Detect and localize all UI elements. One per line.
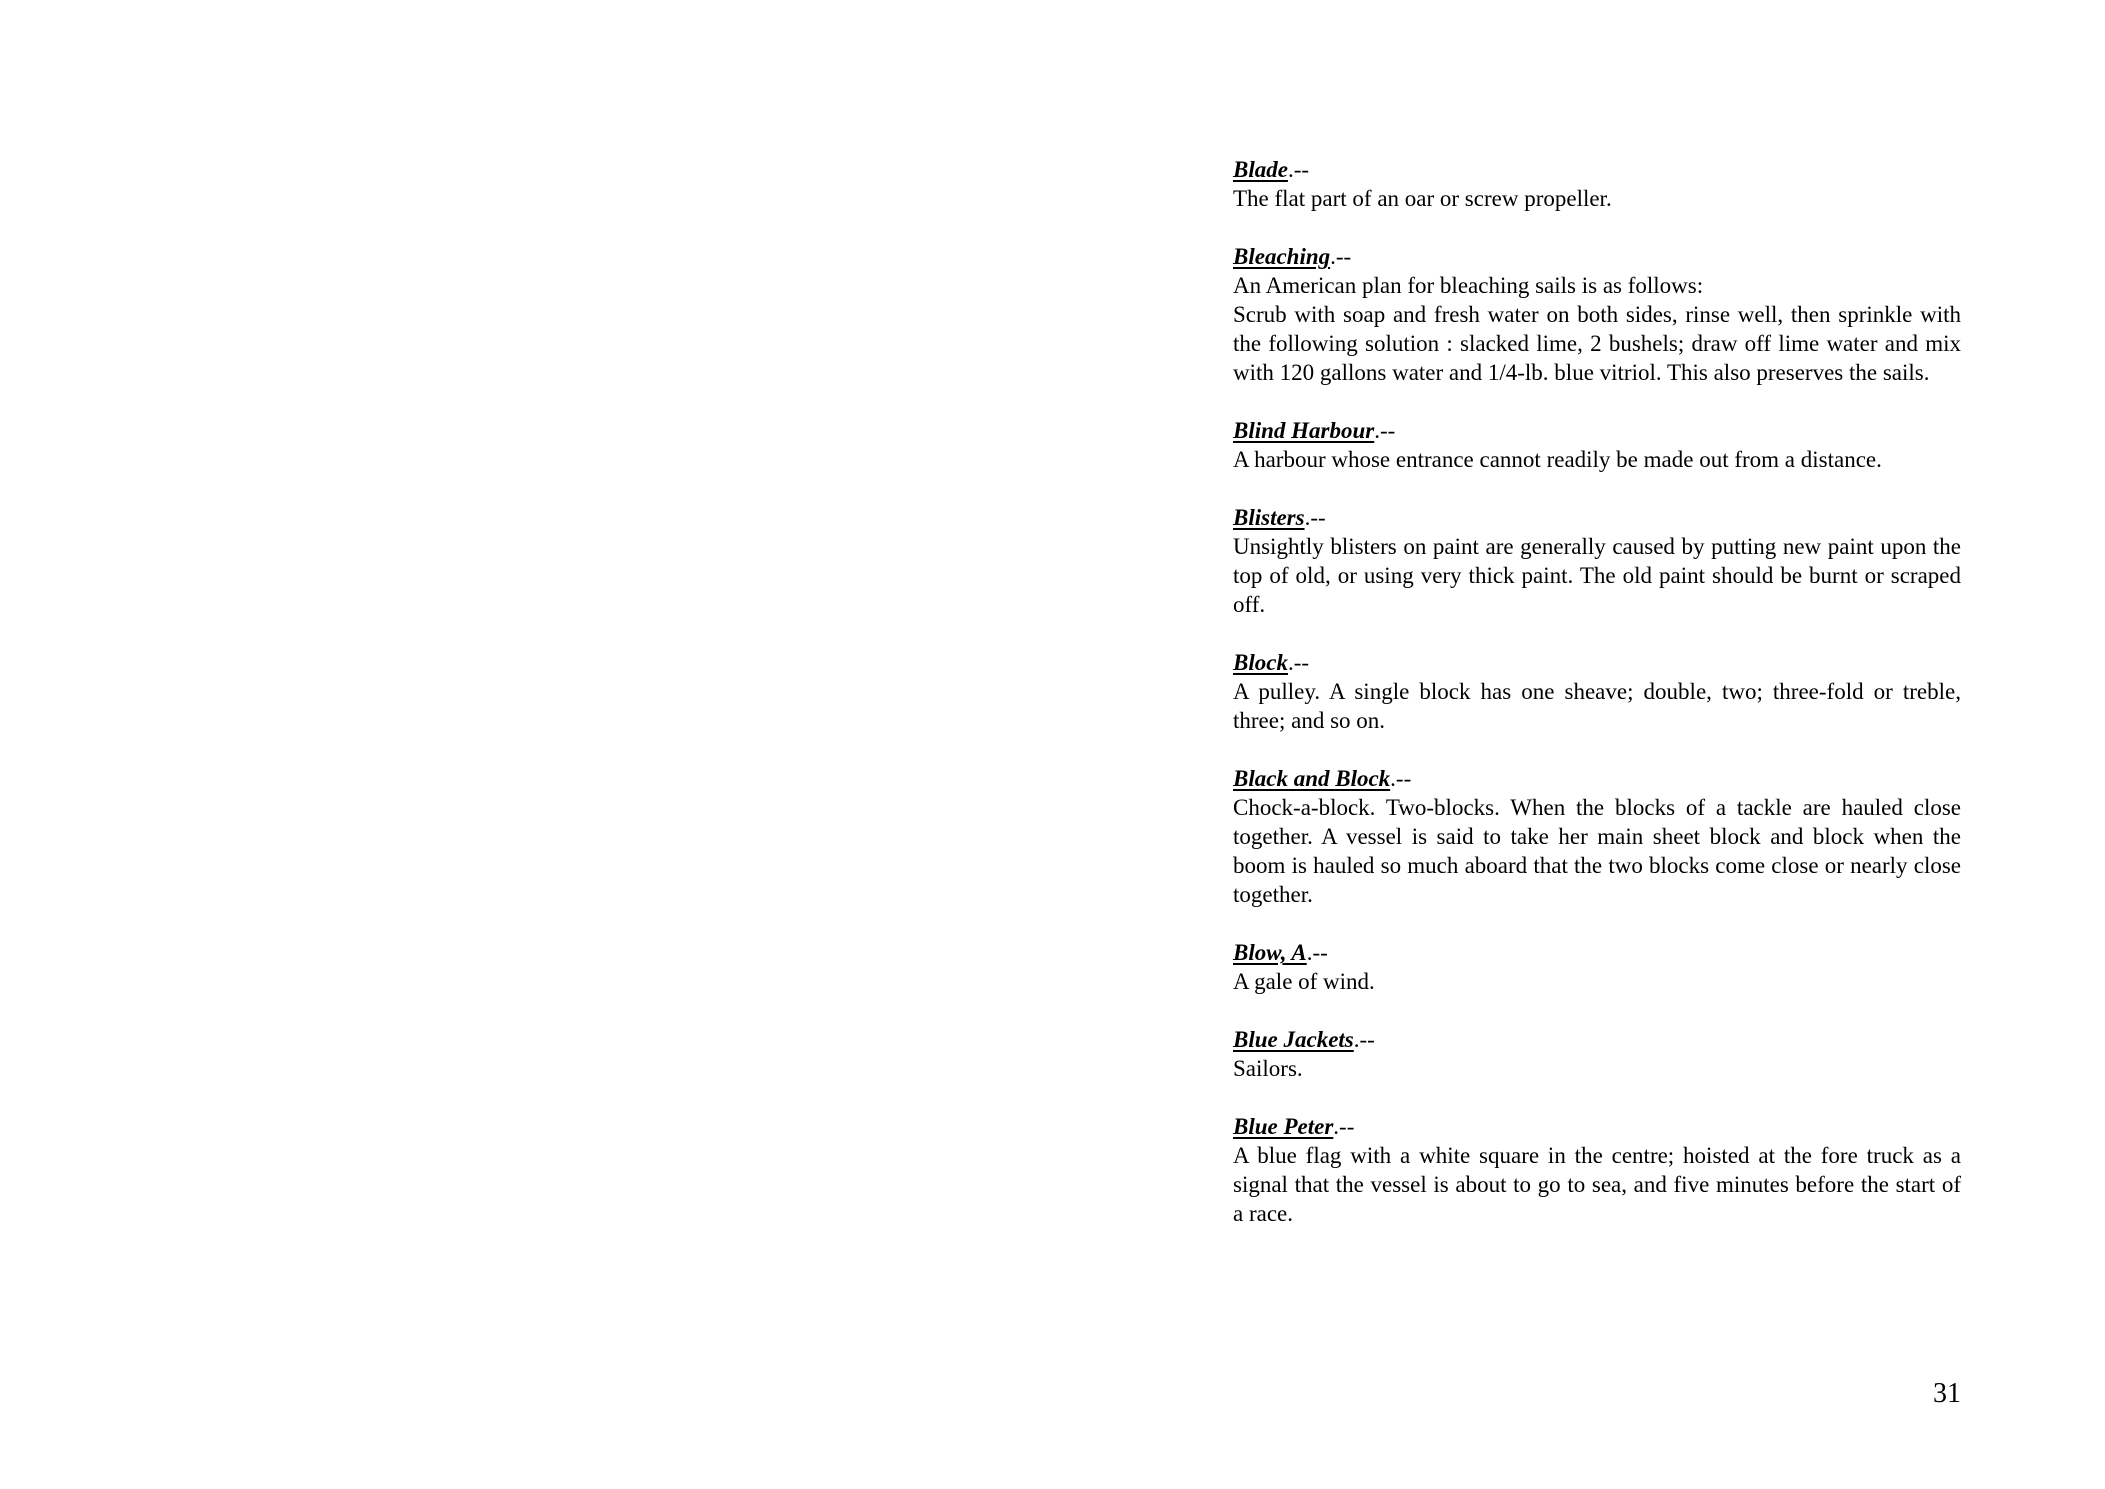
entry-term-suffix: .-- [1353, 1027, 1375, 1052]
entry-definition: A harbour whose entrance cannot readily be made out from a distance. [1233, 447, 1882, 472]
entry-term-suffix: .-- [1374, 418, 1396, 443]
entry-term: Bleaching [1233, 244, 1331, 269]
glossary-entry-bleaching [1233, 242, 1961, 387]
entry-definition: A gale of wind. [1233, 969, 1375, 994]
glossary-entry-blue-jackets [1233, 1025, 1961, 1083]
entry-term-suffix: .-- [1330, 244, 1352, 269]
entry-definition: Scrub with soap and fresh water on both sides, rinse well, then sprinkle with the following solution : slacked lime, 2 bushels; draw off lime water and mix with 120 gallons water and 1/4-lb. blue vitriol. This also preserves the sails. [1233, 302, 1961, 385]
entry-term-suffix: .-- [1287, 157, 1310, 182]
entry-term-suffix: .-- [1306, 940, 1328, 965]
entry-term: Blind Harbour [1233, 418, 1375, 443]
glossary-entry-black-and-block [1233, 764, 1961, 909]
glossary-column [1233, 155, 1961, 1257]
entry-definition: An American plan for bleaching sails is as follows: [1233, 273, 1704, 298]
entry-term: Blade [1233, 157, 1288, 182]
entry-definition: A blue flag with a white square in the centre; hoisted at the fore truck as a signal that the vessel is about to go to sea, and five minutes before the start of a race. [1233, 1143, 1961, 1226]
entry-term-suffix: .-- [1287, 650, 1310, 675]
entry-definition: Sailors. [1233, 1056, 1303, 1081]
glossary-entry-blade [1233, 155, 1961, 213]
entry-definition: A pulley. A single block has one sheave; double, two; three-fold or treble, three; and so on. [1233, 679, 1961, 733]
page-number: 31 [1933, 1378, 1961, 1409]
entry-term: Blow, A [1233, 940, 1307, 965]
entry-term: Blisters [1233, 505, 1305, 530]
glossary-entry-blind-harbour [1233, 416, 1961, 474]
entry-term-suffix: .-- [1333, 1114, 1355, 1139]
entry-term: Black and Block [1233, 766, 1391, 791]
glossary-entry-blisters [1233, 503, 1961, 619]
glossary-entry-block [1233, 648, 1961, 735]
glossary-entry-blow-a [1233, 938, 1961, 996]
entry-definition: Unsightly blisters on paint are generally caused by putting new paint upon the top of old, or using very thick paint. The old paint should be burnt or scraped off. [1233, 534, 1961, 617]
entry-term-suffix: .-- [1390, 766, 1412, 791]
entry-definition: Chock-a-block. Two-blocks. When the blocks of a tackle are hauled close together. A vessel is said to take her main sheet block and block when the boom is hauled so much aboard that the two blocks come close or nearly close together. [1233, 795, 1961, 907]
entry-definition: The flat part of an oar or screw propeller. [1233, 186, 1612, 211]
entry-term: Blue Peter [1233, 1114, 1334, 1139]
entry-term: Blue Jackets [1233, 1027, 1354, 1052]
entry-term-suffix: .-- [1304, 505, 1326, 530]
glossary-entry-blue-peter [1233, 1112, 1961, 1228]
entry-term: Block [1233, 650, 1288, 675]
